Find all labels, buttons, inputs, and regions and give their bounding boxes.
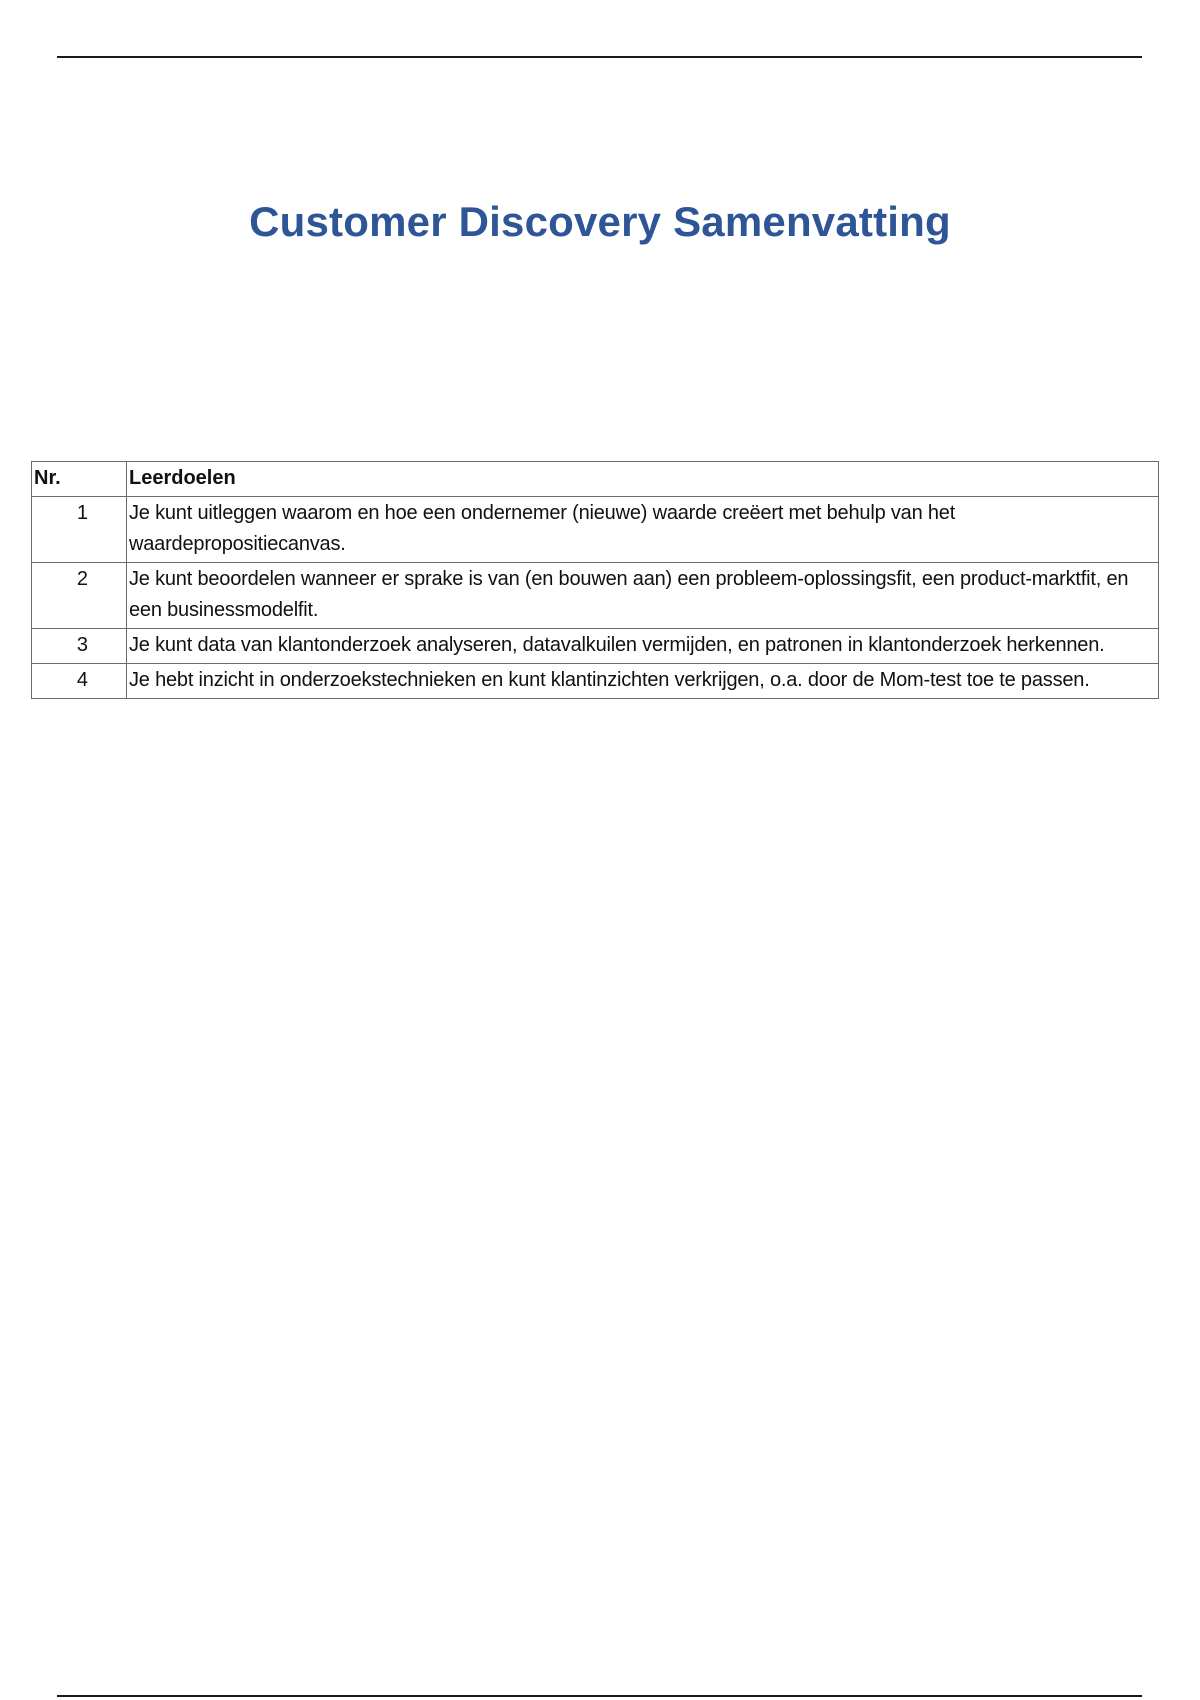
table-header-row: [32, 462, 1159, 497]
row-number: 2: [32, 563, 127, 629]
row-number: 1: [32, 497, 127, 563]
table-row: [32, 563, 1159, 629]
table-row: [32, 664, 1159, 699]
learning-goal-text: Je kunt data van klantonderzoek analyseren, datavalkuilen vermijden, en patronen in klantonderzoek herkennen.: [127, 629, 1159, 664]
learning-goals-table: [31, 461, 1159, 699]
learning-goal-text: Je kunt uitleggen waarom en hoe een ondernemer (nieuwe) waarde creëert met behulp van het waardepropositiecanvas.: [127, 497, 1159, 563]
column-header-leerdoelen: Leerdoelen: [127, 462, 1159, 497]
row-number: 4: [32, 664, 127, 699]
header-rule: [57, 56, 1142, 58]
learning-goal-text: Je hebt inzicht in onderzoekstechnieken en kunt klantinzichten verkrijgen, o.a. door de Mom-test toe te passen.: [127, 664, 1159, 699]
table-row: [32, 629, 1159, 664]
table-row: [32, 497, 1159, 563]
row-number: 3: [32, 629, 127, 664]
learning-goal-text: Je kunt beoordelen wanneer er sprake is van (en bouwen aan) een probleem-oplossingsfit, een product-marktfit, en een businessmodelfit.: [127, 563, 1159, 629]
column-header-nr: Nr.: [32, 462, 127, 497]
footer-rule: [57, 1695, 1142, 1697]
page-title: Customer Discovery Samenvatting: [249, 198, 951, 246]
